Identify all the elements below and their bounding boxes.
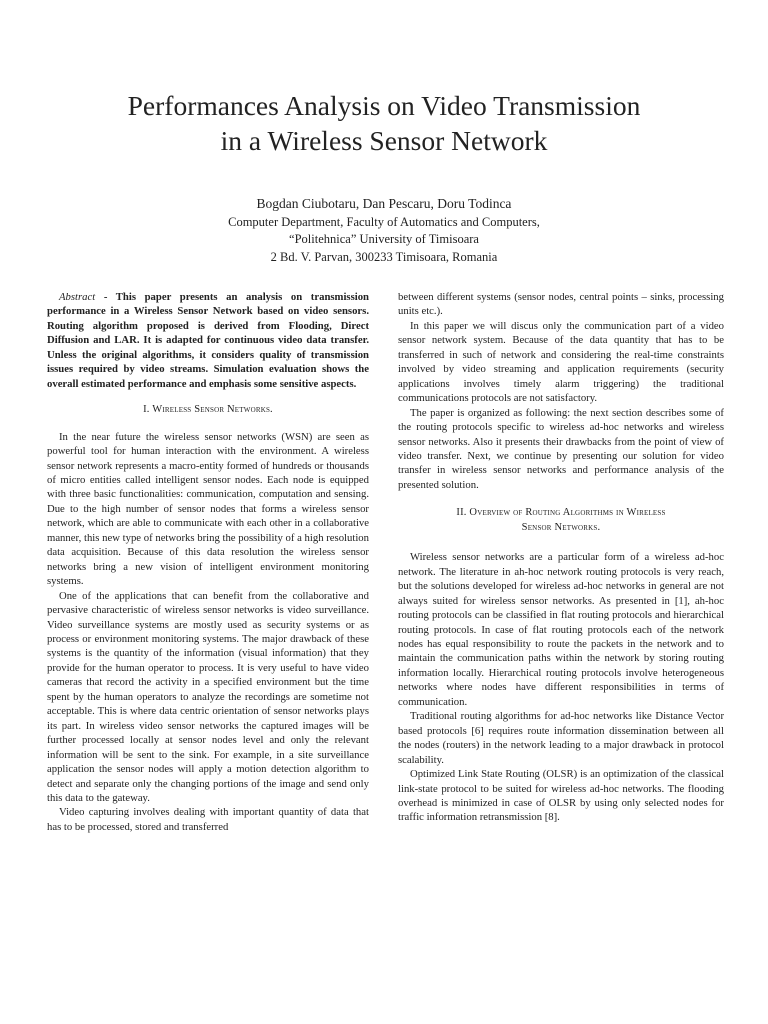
affiliation-line-2: “Politehnica” University of Timisoara [289,232,479,246]
left-column [47,290,369,834]
section-1-paragraph-1: In the near future the wireless sensor networks (WSN) are seen as powerful tool for human interaction with the environment. A wireless sensor network represents a macro-entity formed of hundreds or thousands of micro entities called intelligent sensor nodes. Each node is equipped with three basic functionalities: communication, computation and sensing. Due to the high number of sensor nodes that forms a wireless sensor network, which are able to communicate with each other in a collaborative manner, this new type of networks bring the possibility of a high resolution data acquisition. Because of this data resolution the wireless sensor networks bring a new vision of intelligent environment monitoring systems. [47,430,369,588]
section-1-paragraph-2: One of the applications that can benefit from the collaborative and pervasive characteristic of wireless sensor networks is video surveillance. Video surveillance systems are mostly used as security systems or as process or environment monitoring systems. The major drawback of these systems is the quantity of the information (visual information) that they provide for the human operator to process. It is very useful to have video cameras that record the activity in a specified environment but the time spent by the human operators to analyze the recordings are sometime not acceptable. This is where data centric orientation of sensor networks plays its part. In wireless video sensor networks the captured images will be further processed locally at sensor nodes level and only the relevant information will be sent to the sink. For example, in a site surveillance application the sensor nodes will apply a motion detection algorithm to detect and separate only the changing portions of the image and send only this data to the gateway. [47,589,369,804]
section-2-heading-line-1: II. Overview of Routing Algorithms in Wireless [456,507,666,519]
title-line-2: in a Wireless Sensor Network [220,125,548,156]
section-2-paragraph-2: Traditional routing algorithms for ad-hoc networks like Distance Vector based protocols [6] requires route information dissemination between all the nodes (routers) in the network leading to a major drawback in protocol scalability. [398,710,724,766]
title-line-1: Performances Analysis on Video Transmission [127,90,641,121]
section-2-paragraph-1: Wireless sensor networks are a particular form of a wireless ad-hoc network. The literature in ah-hoc network routing protocols is very reach, but the solutions developed for wireless ad-hoc networks in general are not always suited for wireless sensor networks. As presented in [1], ah-hoc routing protocols can be classified in flat routing protocols and hierarchical routing protocols. In case of flat routing protocols each of the network nodes has equal responsibility to route the packets in the network and to maintain the communication paths within the network by storing routing information locally. Hierarchical routing protocols involve heterogeneous networks where nodes have different responsibilities in terms of communication. [398,551,724,708]
abstract-label: Abstract [59,291,96,303]
paper-title [40,88,728,158]
section-2-heading-line-2: Sensor Networks. [521,521,601,533]
section-2-heading [398,506,724,535]
author-names: Bogdan Ciubotaru, Dan Pescaru, Doru Todinca [256,196,512,211]
section-1-heading: I. Wireless Sensor Networks. [143,404,273,416]
author-block [60,195,708,266]
abstract-text: - This paper presents an analysis on transmission performance in a Wireless Sensor Network based on video sensors. Routing algorithm proposed is derived from Flooding, Direct Diffusion and LAR. It is adapted for continuous video data transfer. Unless the original algorithms, it considers quality of transmission issues required by video streams. Simulation evaluation shows the overall estimated performance and emphasis some sensitive aspects. [47,291,369,390]
address-line: 2 Bd. V. Parvan, 300233 Timisoara, Romania [270,249,498,264]
section-1-paragraph-4: In this paper we will discus only the communication part of a video sensor network system. Because of the data quantity that has to be transferred in such of network and considering the real-time constraints involved by video streaming and application requirements (security applications involves timely alarm triggering) the traditional communications protocols are not satisfactory. [398,319,724,405]
right-column [398,290,724,825]
abstract [47,290,369,391]
section-1-paragraph-3: Video capturing involves dealing with important quantity of data that has to be processed, stored and transferred [47,806,369,833]
section-2-paragraph-3: Optimized Link State Routing (OLSR) is an optimization of the classical link-state protocol to be suited for wireless ad-hoc networks. The flooding overhead is minimized in case of OLSR by using only selected nodes for traffic information retransmission [8]. [398,768,724,824]
section-1-paragraph-5: The paper is organized as following: the next section describes some of the routing protocols specific to wireless ad-hoc networks and wireless sensor networks. Also it presents their drawbacks from the point of view of video transfer. Next, we continue by presenting our solution for video transfer in wireless sensor networks and performance analysis of the presented solution. [398,406,724,491]
section-1-paragraph-3-continued: between different systems (sensor nodes, central points – sinks, processing units etc.). [398,291,724,318]
affiliation-line-1: Computer Department, Faculty of Automatics and Computers, [228,214,540,229]
